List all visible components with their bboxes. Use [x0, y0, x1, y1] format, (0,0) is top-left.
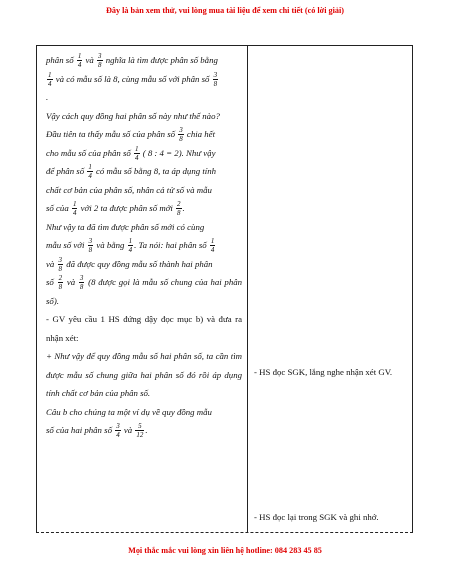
paragraph — [46, 255, 242, 274]
fraction-1-4: $\frac{1}{4}$ — [88, 163, 92, 181]
text: để phân số — [46, 166, 85, 176]
student-activity-2: - HS đọc lại trong SGK và ghi nhớ. — [254, 512, 379, 522]
fraction-3-8: $\frac{3}{8}$ — [79, 274, 84, 292]
text: đã được quy đồng mẫu số thành hai phân — [66, 258, 213, 269]
text: số của hai phân số — [46, 425, 112, 435]
fraction-3-8: $\frac{3}{8}$ — [58, 255, 63, 273]
student-activity-1: - HS đọc SGK, lắng nghe nhận xét GV. — [254, 367, 393, 377]
text: và có mẫu số là 8, cùng mẫu số với phân số — [55, 73, 210, 84]
text: . Ta nói: hai phân số — [134, 240, 207, 250]
paragraph — [46, 51, 242, 70]
fraction-3-8: $\frac{3}{8}$ — [88, 237, 93, 255]
fraction-2-8: $\frac{2}{8}$ — [58, 274, 63, 292]
text: và — [85, 55, 94, 65]
fraction-1-4: $\frac{1}{4}$ — [72, 200, 77, 218]
fraction-1-4: $\frac{1}{4}$ — [48, 70, 52, 88]
text: mẫu số với — [46, 240, 85, 250]
paragraph: số của $\frac{1}{4}$ với 2 ta được phân số mới $\frac{2}{8}$ . — [46, 200, 185, 218]
paragraph — [46, 125, 242, 144]
fraction-3-8: $\frac{3}{8}$ — [213, 70, 218, 88]
paragraph: chất cơ bản của phân số, nhân cả tử số và mẫu — [46, 184, 212, 195]
paragraph: số của hai phân số $\frac{3}{4}$ và $\frac{5}{12}$ . — [46, 422, 148, 440]
column-divider — [247, 45, 248, 533]
text: có mẫu số bằng 8, ta áp dụng tính — [96, 166, 217, 176]
paragraph: Như vậy ta đã tìm được phân số mới có cùng — [46, 221, 205, 232]
fraction-5-12: $\frac{5}{12}$ — [136, 422, 144, 440]
paragraph — [46, 70, 242, 89]
text: phân số — [46, 55, 74, 65]
text: và — [66, 277, 76, 287]
text: chia hết — [186, 129, 216, 139]
fraction-1-4: $\frac{1}{4}$ — [77, 52, 82, 70]
hotline-banner: Mọi thắc mắc vui lòng xin liên hệ hotline: 084 283 45 85 — [128, 546, 322, 555]
text: nghĩa là tìm được phân số bằng — [105, 55, 218, 65]
fraction-1-4: $\frac{1}{4}$ — [128, 237, 133, 255]
paragraph — [46, 273, 242, 310]
paragraph — [46, 144, 242, 163]
text: với 2 ta được phân số mới — [80, 203, 173, 213]
paragraph: Vậy cách quy đồng hai phân số này như thế nào? — [46, 110, 220, 121]
paragraph: . — [46, 92, 49, 102]
paragraph: - GV yêu cầu 1 HS đứng dậy đọc mục b) và đưa ra nhận xét: — [46, 314, 242, 343]
text: số của — [46, 203, 69, 213]
paragraph — [46, 162, 242, 181]
text: Đầu tiên ta thấy mẫu số của phân số — [46, 129, 176, 139]
text: và — [46, 258, 55, 269]
fraction-1-4: $\frac{1}{4}$ — [135, 144, 139, 162]
fraction-1-4: $\frac{1}{4}$ — [210, 237, 215, 255]
fraction-3-8: $\frac{3}{8}$ — [98, 52, 102, 70]
text: và — [123, 425, 133, 435]
fraction-2-8: $\frac{2}{8}$ — [177, 200, 181, 218]
fraction-3-8: $\frac{3}{8}$ — [179, 126, 183, 144]
text: ( 8 : 4 = 2). Như vậy — [142, 147, 216, 158]
preview-banner: Đây là bản xem thử, vui lòng mua tài liệu để xem chi tiết (có lời giải) — [105, 6, 344, 15]
text: (8 được gọi là mẫu số chung của hai phân số). — [46, 277, 243, 306]
paragraph: Câu b cho chúng ta một ví dụ về quy đồng mẫu — [46, 406, 212, 417]
text: và bằng — [96, 240, 125, 250]
paragraph: + Như vậy để quy đồng mẫu số hai phân số, ta cần tìm được mẫu số chung giữa hai phân số đó rồi áp dụng tính chất cơ bản của phân số. — [46, 351, 242, 398]
teacher-activity-column — [46, 51, 242, 440]
text: cho mẫu số của phân số — [46, 147, 131, 158]
fraction-3-4: $\frac{3}{4}$ — [116, 422, 120, 440]
text: số — [46, 277, 54, 287]
paragraph — [46, 236, 242, 255]
